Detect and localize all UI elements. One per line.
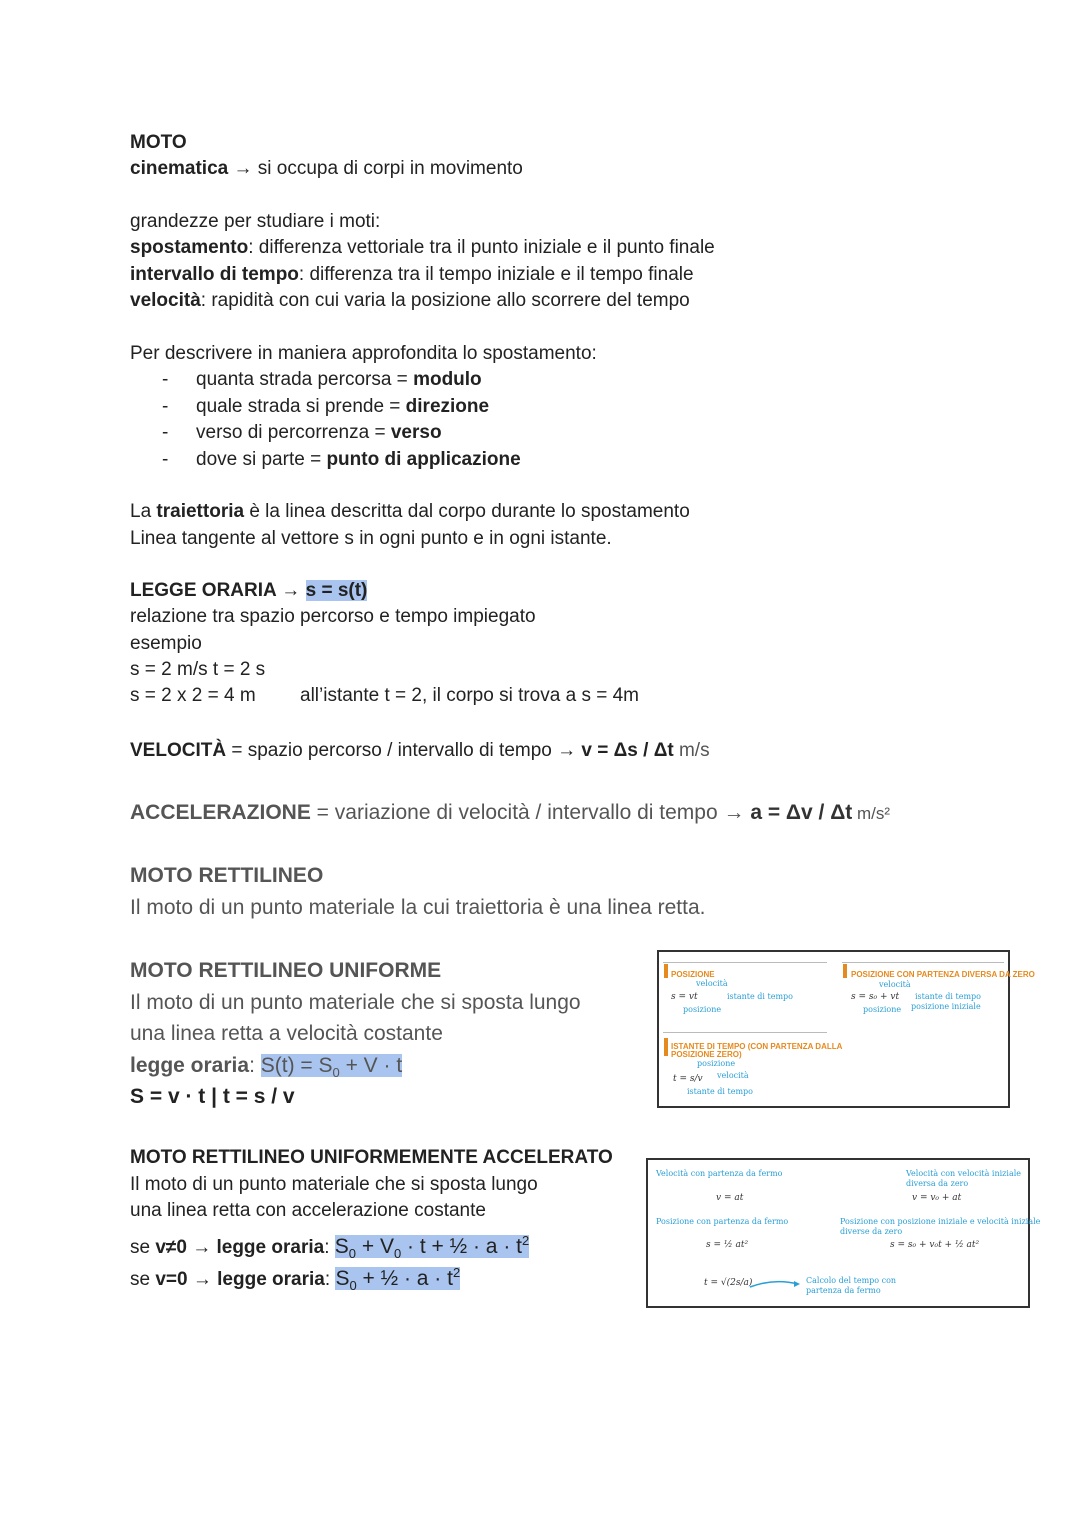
- list-item-bold: modulo: [413, 369, 482, 390]
- mru-legge: [130, 1052, 402, 1087]
- vel-fermo-formula: v = at: [716, 1193, 744, 1203]
- tangente-line: Linea tangente al vettore s in ogni punto e in ogni istante.: [130, 528, 612, 549]
- list-item: [196, 395, 489, 419]
- posizione-note: posizione: [683, 1005, 722, 1014]
- esempio-label: esempio: [130, 633, 202, 654]
- mru-legge-colon: :: [249, 1054, 261, 1077]
- accelerazione-formula: a = Δv / Δt: [750, 801, 853, 824]
- figure-moto-accelerato: [646, 1158, 1041, 1308]
- f2-sup: 2: [452, 1265, 461, 1280]
- istante-note: istante di tempo: [727, 992, 793, 1001]
- title-moto: MOTO: [130, 132, 187, 153]
- accelerazione-unit: m/s²: [852, 804, 891, 823]
- mru-legge-formula: [260, 1054, 403, 1081]
- f1-b: + V: [356, 1235, 394, 1258]
- descrivere-intro: Per descrivere in maniera approfondita lo spostamento:: [130, 343, 597, 364]
- mrua-colon: :: [324, 1237, 335, 1258]
- esempio-line-1: s = 2 m/s t = 2 s: [130, 659, 266, 680]
- partenza-tag: POSIZIONE CON PARTENZA DIVERSA DA ZERO: [851, 970, 1035, 979]
- spostamento-def: : differenza vettoriale tra il punto iniziale e il punto finale: [248, 237, 715, 258]
- mrua-legge-label: legge oraria: [216, 1237, 325, 1258]
- vel-fermo-label: Velocità con partenza da fermo: [656, 1169, 783, 1178]
- vel-iniz-formula: v = v₀ + at: [912, 1193, 962, 1203]
- istante-formula: t = s/v: [673, 1074, 703, 1084]
- esempio-line-2a: s = 2 x 2 = 4 m: [130, 685, 256, 706]
- partenza-vel-note: velocità: [879, 980, 911, 989]
- cinematica-def: → si occupa di corpi in movimento: [228, 158, 523, 179]
- list-item: [196, 448, 521, 472]
- f2-sub0: 0: [349, 1278, 357, 1294]
- tag-marker: [664, 964, 668, 978]
- f1-sub1: 0: [393, 1246, 402, 1262]
- bullet-dash: -: [162, 422, 169, 443]
- figure-moto-uniforme: [657, 950, 1035, 1108]
- vel-iniz-label-1: Velocità con velocità iniziale: [906, 1169, 1022, 1178]
- velocita-term: velocità: [130, 290, 201, 311]
- arrow-icon: [748, 1278, 804, 1290]
- mrua-cond-2: v=0: [155, 1269, 188, 1290]
- mru-def-1: Il moto di un punto materiale che si sposta lungo: [130, 991, 581, 1014]
- mrua-title: MOTO RETTILINEO UNIFORMEMENTE ACCELERATO: [130, 1147, 613, 1168]
- mru-title: MOTO RETTILINEO UNIFORME: [130, 959, 442, 982]
- moto-rettilineo-title: MOTO RETTILINEO: [130, 864, 324, 887]
- tempo-note-2: partenza da fermo: [806, 1286, 881, 1295]
- mrua-legge-label: legge oraria: [217, 1269, 325, 1290]
- pos-fermo-formula: s = ½ at²: [706, 1240, 749, 1250]
- mru-def-2: una linea retta a velocità costante: [130, 1022, 443, 1045]
- traiettoria-pre: La: [130, 501, 157, 522]
- velocita-note: velocità: [696, 979, 728, 988]
- mrua-cond-1: v≠0: [155, 1237, 187, 1258]
- list-item-bold: verso: [390, 422, 442, 443]
- list-item-text: verso di percorrenza =: [196, 422, 391, 443]
- tag-marker: [664, 1038, 668, 1056]
- velocita-formula: v = Δs / Δt: [581, 740, 674, 761]
- mrua-def-1: Il moto di un punto materiale che si sposta lungo: [130, 1174, 538, 1195]
- mrua-se-pre: se: [130, 1269, 156, 1290]
- traiettoria-post: è la linea descritta dal corpo durante lo spostamento: [244, 501, 690, 522]
- velocita-section: [130, 739, 710, 763]
- legge-oraria-heading: [130, 579, 367, 603]
- partenza-ist-note: istante di tempo: [915, 992, 981, 1001]
- intervallo-def: : differenza tra il tempo iniziale e il tempo finale: [298, 264, 694, 285]
- legge-oraria-formula: s = s(t): [305, 580, 368, 601]
- f1-a: S: [334, 1235, 349, 1258]
- traiettoria-term: traiettoria: [156, 501, 245, 522]
- intervallo-line: [130, 263, 694, 287]
- velocita-eq: = spazio percorso / intervallo di tempo →: [226, 740, 582, 761]
- f1-sub0: 0: [348, 1246, 357, 1262]
- bullet-dash: -: [162, 449, 169, 470]
- velocita-unit: m/s: [673, 740, 710, 761]
- divider: [842, 962, 1004, 963]
- velocita-title: VELOCITÀ: [130, 740, 227, 761]
- istante-vel-note: velocità: [717, 1071, 749, 1080]
- vel-iniz-label-2: diversa da zero: [906, 1179, 969, 1188]
- velocita-line: [130, 289, 690, 313]
- list-item: [196, 368, 482, 392]
- mru-formula-a: S(t) = S: [260, 1054, 333, 1077]
- pos-iniz-label-2: diverse da zero: [840, 1227, 903, 1236]
- pos-iniz-label-1: Posizione con posizione iniziale e velocità iniziale: [840, 1217, 1041, 1226]
- mrua-se-pre: se: [130, 1237, 156, 1258]
- grandezze-intro: grandezze per studiare i moti:: [130, 211, 381, 232]
- pos-iniz-formula: s = s₀ + v₀t + ½ at²: [890, 1240, 980, 1250]
- mru-legge-label: legge oraria: [130, 1054, 250, 1077]
- list-item-bold: direzione: [405, 396, 490, 417]
- relazione-line: relazione tra spazio percorso e tempo impiegato: [130, 606, 536, 627]
- accelerazione-section: [130, 799, 890, 828]
- intervallo-term: intervallo di tempo: [130, 264, 299, 285]
- spostamento-term: spostamento: [130, 237, 249, 258]
- mrua-se2: [130, 1259, 460, 1300]
- divider: [663, 962, 827, 963]
- cinematica-line: [130, 157, 523, 181]
- mru-formula-b: + V · t: [339, 1054, 403, 1077]
- list-item-text: dove si parte =: [196, 449, 327, 470]
- pos-fermo-label: Posizione con partenza da fermo: [656, 1217, 789, 1226]
- istante-tag-1: ISTANTE DI TEMPO (CON PARTENZA DALLA: [671, 1042, 843, 1051]
- mrua-def-2: una linea retta con accelerazione costante: [130, 1200, 486, 1221]
- spostamento-line: [130, 236, 715, 260]
- mrua-arrow: →: [186, 1237, 217, 1258]
- f2-b: + ½ · a · t: [356, 1267, 453, 1290]
- accelerazione-eq: = variazione di velocità / intervallo di tempo →: [310, 801, 751, 824]
- mrua-colon: :: [324, 1269, 336, 1290]
- posizione-tag: POSIZIONE: [671, 970, 715, 979]
- partenza-pos-note: posizione: [863, 1005, 902, 1014]
- mrua-formula-2: [335, 1265, 461, 1294]
- mru-formula-sub: 0: [332, 1065, 340, 1081]
- legge-oraria-title: LEGGE ORARIA →: [130, 580, 301, 601]
- bullet-dash: -: [162, 369, 169, 390]
- tag-marker: [843, 964, 847, 978]
- mru-formulas: S = v · t | t = s / v: [130, 1085, 295, 1108]
- accelerazione-title: ACCELERAZIONE: [130, 801, 311, 824]
- tempo-note-1: Calcolo del tempo con: [806, 1276, 897, 1285]
- mrua-arrow: →: [187, 1269, 218, 1290]
- list-item-text: quale strada si prende =: [196, 396, 406, 417]
- posizione-formula: s = vt: [671, 992, 698, 1002]
- partenza-posiniz-note: posizione iniziale: [911, 1002, 981, 1011]
- esempio-line-2b: all’istante t = 2, il corpo si trova a s = 4m: [300, 685, 639, 706]
- traiettoria-line: [130, 500, 690, 524]
- velocita-def: : rapidità con cui varia la posizione allo scorrere del tempo: [200, 290, 690, 311]
- list-item: [196, 421, 442, 445]
- f1-c: · t + ½ · a · t: [401, 1235, 522, 1258]
- list-item-bold: punto di applicazione: [326, 449, 521, 470]
- f2-a: S: [335, 1267, 350, 1290]
- f1-sup: 2: [521, 1233, 530, 1248]
- mrua-formula-1: [334, 1233, 530, 1262]
- partenza-formula: s = s₀ + vt: [851, 992, 900, 1002]
- istante-tag-2: POSIZIONE ZERO): [671, 1050, 742, 1059]
- divider: [663, 1032, 827, 1033]
- cinematica-term: cinematica: [130, 158, 229, 179]
- istante-ist-note: istante di tempo: [687, 1087, 753, 1096]
- istante-pos-note: posizione: [697, 1059, 736, 1068]
- tempo-formula: t = √(2s/a): [704, 1278, 753, 1288]
- bullet-dash: -: [162, 396, 169, 417]
- moto-rettilineo-def: Il moto di un punto materiale la cui traiettoria è una linea retta.: [130, 896, 706, 919]
- list-item-text: quanta strada percorsa =: [196, 369, 414, 390]
